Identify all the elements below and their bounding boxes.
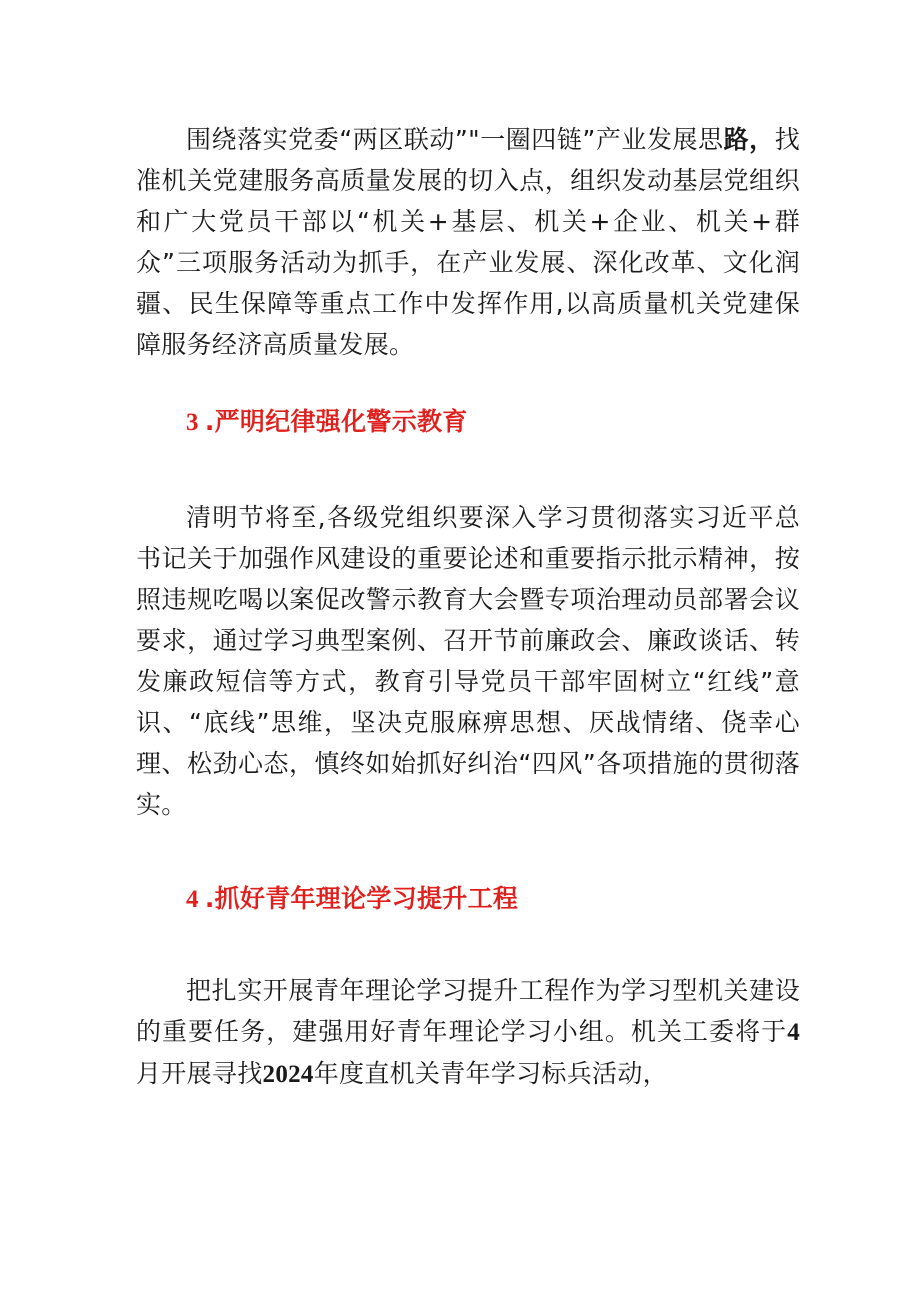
- paragraph-3-text-c: 年度直机关青年学习标兵活动，: [313, 1059, 668, 1088]
- paragraph-youth-theory-study: [136, 970, 800, 1095]
- section-3-title: .严明纪律强化警示教育: [204, 407, 468, 436]
- paragraph-3-month-number: 4: [787, 1019, 800, 1046]
- paragraph-1-bold-char: 路，: [723, 125, 775, 154]
- paragraph-3-text-b: 月开展寻找: [136, 1059, 263, 1088]
- paragraph-industry-development: [136, 119, 800, 365]
- paragraph-1-text-a: 围绕落实党委“两区联动”"一圈四链”产业发展思: [186, 125, 724, 154]
- section-3-number: 3: [186, 409, 199, 436]
- section-heading-4: [186, 882, 518, 917]
- paragraph-1-text-b: 找准机关党建服务高质量发展的切入点，组织发动基层党组织和广大党员干部以“机关+基层、机关+企业、机关+群众”三项服务活动为抓手，在产业发展、深化改革、文化润疆、民生保障等重点工作中发挥作用,以高质量机关党建保障服务经济高质量发展。: [136, 125, 800, 359]
- paragraph-3-year: 2024: [262, 1061, 314, 1088]
- section-4-title: .抓好青年理论学习提升工程: [204, 884, 519, 913]
- paragraph-2-text: 清明节将至,各级党组织要深入学习贯彻落实习近平总书记关于加强作风建设的重要论述和重要指示批示精神，按照违规吃喝以案促改警示教育大会暨专项治理动员部署会议要求，通过学习典型案例、召开节前廉政会、廉政谈话、转发廉政短信等方式，教育引导党员干部牢固树立“红线”意识、“底线”思维，坚决克服麻痹思想、厌战情绪、侥幸心理、松劲心态，慎终如始抓好纠治“四风”各项措施的贯彻落实。: [136, 503, 800, 819]
- paragraph-discipline-education: [136, 497, 800, 825]
- section-heading-3: [186, 405, 468, 440]
- paragraph-3-text-a: 把扎实开展青年理论学习提升工程作为学习型机关建设的重要任务，建强用好青年理论学习小组。机关工委将于: [136, 976, 800, 1046]
- section-4-number: 4: [186, 886, 199, 913]
